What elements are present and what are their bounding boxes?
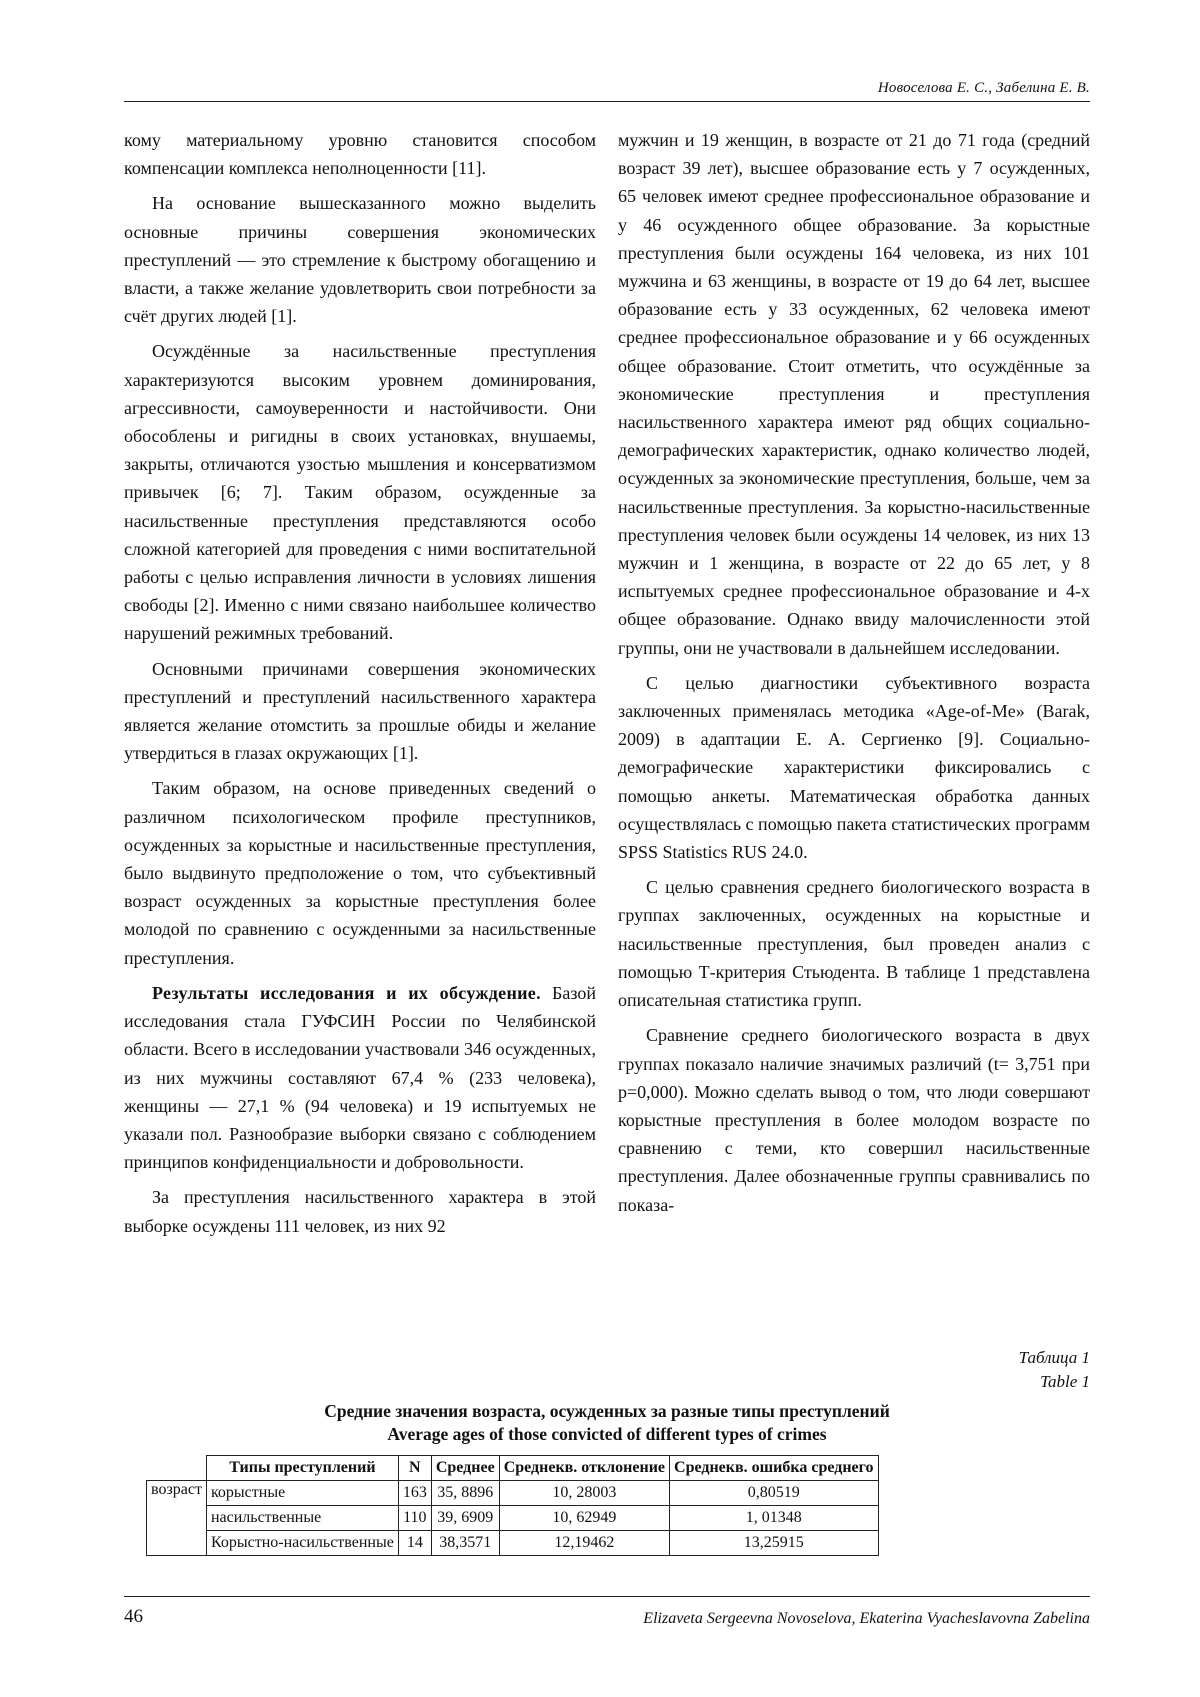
results-paragraph bbox=[124, 979, 596, 1176]
table-label-ru: Таблица 1 bbox=[1018, 1348, 1090, 1367]
footer-rule bbox=[124, 1596, 1090, 1597]
right-column bbox=[618, 126, 1090, 1226]
table-cell: Корыстно-насильственные bbox=[206, 1531, 398, 1556]
column-header: N bbox=[398, 1456, 431, 1481]
table-cell: корыстные bbox=[206, 1481, 398, 1506]
paragraph: С целью диагностики субъективного возраста заключенных применялась методика «Age-of-Me» (Barak, 2009) в адаптации Е. А. Сергиенко [9]. Социально-демографические характеристики фиксировались с помощью анкеты. Математическая обработка данных осуществлялась с помощью пакета статистических программ SPSS Statistics RUS 24.0. bbox=[618, 672, 1090, 863]
table-caption bbox=[124, 1400, 1090, 1446]
footer-authors: Elizaveta Sergeevna Novoselova, Ekaterina Vyacheslavovna Zabelina bbox=[643, 1610, 1090, 1627]
table-label-en: Table 1 bbox=[1040, 1372, 1090, 1391]
table-cell: 163 bbox=[398, 1481, 431, 1506]
table-cell: 13,25915 bbox=[670, 1531, 879, 1556]
left-column bbox=[124, 126, 596, 1247]
table-cell: 12,19462 bbox=[499, 1531, 669, 1556]
paragraph: Сравнение среднего биологического возраста в двух группах показало наличие значимых различий (t= 3,751 при p=0,000). Можно сделать вывод о том, что люди совершают корыстные преступления в более молодом возрасте по сравнению с теми, кто совершил насильственные преступления. Далее обозначенные группы сравнивались по показа- bbox=[618, 1025, 1090, 1215]
paragraph-text: Базой исследования стала ГУФСИН России по Челябинской области. Всего в исследовании участвовали 346 осужденных, из них мужчины составляют 67,4 % (233 человека), женщины — 27,1 % (94 человека) и 19 испытуемых не указали пол. Разнообразие выборки связано с соблюдением принципов конфиденциальности и добровольности. bbox=[124, 982, 596, 1173]
table-cell: 14 bbox=[398, 1531, 431, 1556]
header-rule bbox=[124, 101, 1090, 102]
paragraph: мужчин и 19 женщин, в возрасте от 21 до 71 года (средний возраст 39 лет), высшее образование есть у 7 осужденных, 65 человек имеют среднее профессиональное образование и у 46 осужденного общее образование. За корыстные преступления были осуждены 164 человека, из них 101 мужчина и 63 женщины, в возрасте от 19 до 64 лет, высшее образование есть у 33 осужденных, 62 человека имеют среднее профессиональное образование и у 66 осужденных общее образование. Стоит отметить, что осуждённые за экономические преступления и преступления насильственного характера имеют ряд общих социально-демографических характеристик, однако количество людей, осужденных за экономические преступления, больше, чем за насильственные преступления. За корыстно-насильственные преступления человек были осуждены 14 человек, из них 13 мужчин и 1 женщина, в возрасте от 22 до 65 лет, у 8 испытуемых среднее профессиональное образование и 4-х общее образование. Однако ввиду малочисленности этой группы, они не участвовали в дальнейшем исследовании. bbox=[618, 130, 1090, 658]
paragraph: С целью сравнения среднего биологического возраста в группах заключенных, осужденных на корыстные и насильственные преступления, был проведен анализ с помощью Т-критерия Стьюдента. В таблице 1 представлена описательная статистика групп. bbox=[618, 877, 1090, 1011]
paragraph: На основание вышесказанного можно выделить основные причины совершения экономических преступлений — это стремление к быстрому обогащению и власти, а также желание удовлетворить свои потребности за счёт других людей [1]. bbox=[124, 193, 596, 327]
table-cell: 38,3571 bbox=[431, 1531, 499, 1556]
table-row bbox=[147, 1506, 879, 1531]
table-label bbox=[1019, 1346, 1090, 1394]
paragraph: Осуждённые за насильственные преступления характеризуются высоким уровнем доминирования, агрессивности, самоуверенности и настойчивости. Они обособлены и ригидны в своих установках, внушаемы, закрыты, отличаются узостью мышления и консерватизмом привычек [6; 7]. Таким образом, осужденные за насильственные преступления представляются особо сложной категорией для проведения с ними воспитательной работы с целью исправления личности в условиях лишения свободы [2]. Именно с ними связано наибольшее количество нарушений режимных требований. bbox=[124, 341, 596, 644]
table-cell: 110 bbox=[398, 1506, 431, 1531]
column-header: Среднекв. отклонение bbox=[499, 1456, 669, 1481]
table-caption-en: Average ages of those convicted of different types of crimes bbox=[387, 1424, 827, 1444]
table-cell: 0,80519 bbox=[670, 1481, 879, 1506]
table-row bbox=[147, 1531, 879, 1556]
table-header-row bbox=[147, 1456, 879, 1481]
page-number: 46 bbox=[124, 1606, 143, 1627]
table-cell: 39, 6909 bbox=[431, 1506, 499, 1531]
paragraph: Основными причинами совершения экономических преступлений и преступлений насильственного характера является желание отомстить за прошлые обиды и желание утвердиться в глазах окружающих [1]. bbox=[124, 658, 596, 764]
column-header: Типы преступлений bbox=[206, 1456, 398, 1481]
table-cell: 10, 28003 bbox=[499, 1481, 669, 1506]
table-corner bbox=[147, 1456, 207, 1481]
running-head: Новоселова Е. С., Забелина Е. В. bbox=[877, 80, 1090, 96]
table-row bbox=[147, 1481, 879, 1506]
column-header: Среднекв. ошибка среднего bbox=[670, 1456, 879, 1481]
table-cell: 1, 01348 bbox=[670, 1506, 879, 1531]
table-caption-ru: Средние значения возраста, осужденных за разные типы преступлений bbox=[324, 1401, 890, 1421]
paragraph: За преступления насильственного характера в этой выборке осуждены 111 человек, из них 92 bbox=[124, 1187, 596, 1236]
section-heading: Результаты исследования и их обсуждение. bbox=[152, 982, 541, 1003]
data-table bbox=[146, 1455, 879, 1556]
paragraph: кому материальному уровню становится способом компенсации комплекса неполноценности [11]. bbox=[124, 130, 596, 179]
table-cell: насильственные bbox=[206, 1506, 398, 1531]
table-cell: 35, 8896 bbox=[431, 1481, 499, 1506]
paragraph: Таким образом, на основе приведенных сведений о различном психологическом профиле преступников, осужденных за корыстные и насильственные преступления, было выдвинуто предположение о том, что субъективный возраст осужденных за корыстные преступления более молодой по сравнению с осужденными за насильственные преступления. bbox=[124, 778, 596, 968]
row-group-label: возраст bbox=[147, 1481, 207, 1556]
column-header: Среднее bbox=[431, 1456, 499, 1481]
table-cell: 10, 62949 bbox=[499, 1506, 669, 1531]
